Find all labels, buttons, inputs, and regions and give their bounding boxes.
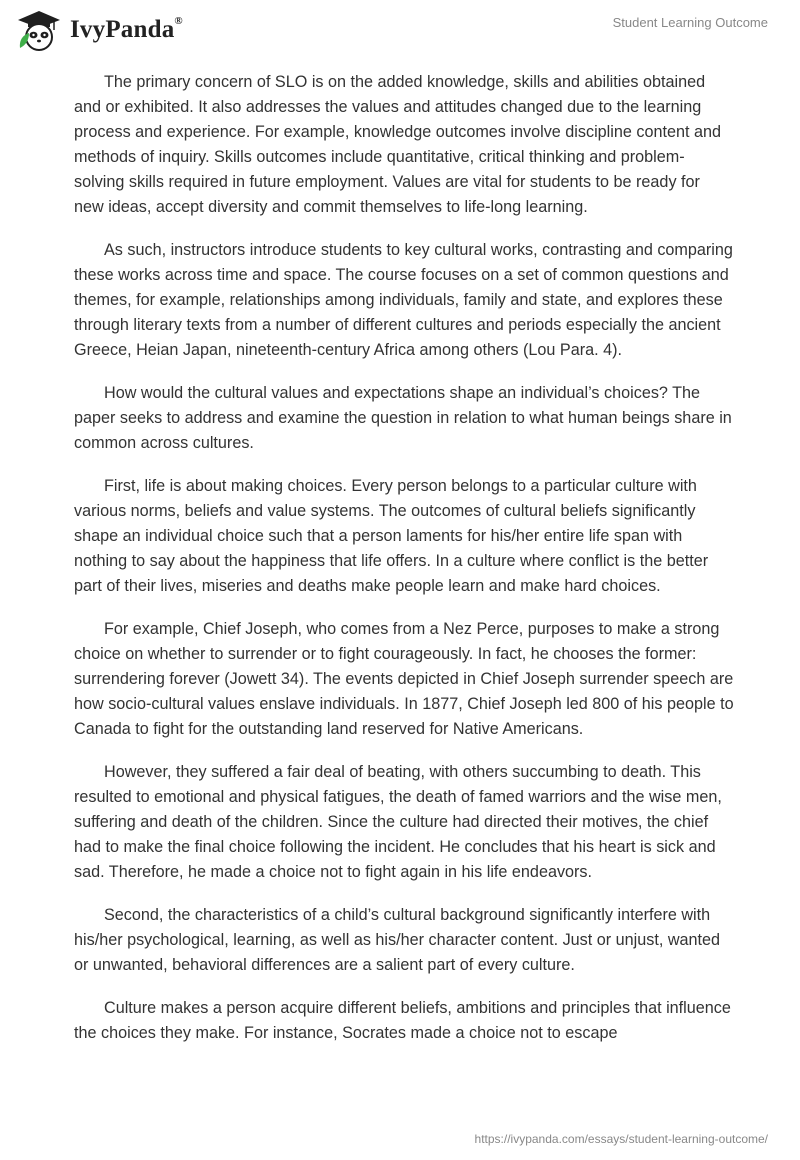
paragraph-3: How would the cultural values and expectations shape an individual’s choices? The paper seeks to address and examine the question in relation to what human beings share in common across cultures. [74, 384, 732, 452]
source-url[interactable]: https://ivypanda.com/essays/student-learning-outcome/ [474, 1132, 768, 1146]
paragraph-6: However, they suffered a fair deal of beating, with others succumbing to death. This resulted to emotional and physical fatigues, the death of famed warriors and the wise men, suffering and death of the children. Since the culture had directed their motives, the chief had to make the final choice following the incident. He concludes that his heart is sick and sad. Therefore, he made a choice not to fight again in his life endeavors. [74, 763, 722, 881]
essay-body [74, 70, 734, 1064]
paragraph-7: Second, the characteristics of a child’s cultural background significantly interfere with his/her psychological, learning, as well as his/her character content. Just or unjust, wanted or unwanted, behavioral differences are a salient part of every culture. [74, 906, 721, 974]
panda-graduate-icon [14, 8, 64, 52]
brand-name: IvyPanda® [70, 14, 183, 43]
paragraph-2: As such, instructors introduce students to key cultural works, contrasting and comparing these works across time and space. The course focuses on a set of common questions and themes, for example, relationships among individuals, family and state, and explores these through literary texts from a number of different cultures and periods especially the ancient Greece, Heian Japan, nineteenth-century Africa among others (Lou Para. 4). [74, 241, 733, 359]
paragraph-8: Culture makes a person acquire different beliefs, ambitions and principles that influence the choices they make. For instance, Socrates made a choice not to escape [74, 999, 731, 1042]
registered-mark: ® [174, 14, 183, 27]
document-title: Student Learning Outcome [612, 15, 768, 30]
page-header [0, 0, 800, 60]
paragraph-1: The primary concern of SLO is on the added knowledge, skills and abilities obtained and or exhibited. It also addresses the values and attitudes changed due to the learning process and experience. For example, knowledge outcomes involve discipline content and methods of inquiry. Skills outcomes include quantitative, critical thinking and problem-solving skills required in future employment. Values are vital for students to be ready for new ideas, accept diversity and commit themselves to life-long learning. [74, 73, 721, 216]
paragraph-4: First, life is about making choices. Every person belongs to a particular culture with various norms, beliefs and value systems. The outcomes of cultural beliefs significantly shape an individual choice such that a person laments for his/her entire life span with nothing to say about the happiness that life offers. In a culture where conflict is the better part of their lives, miseries and deaths make people learn and make hard choices. [74, 477, 709, 595]
ivypanda-logo[interactable] [14, 8, 183, 52]
paragraph-5: For example, Chief Joseph, who comes from a Nez Perce, purposes to make a strong choice on whether to surrender or to fight courageously. In fact, he chooses the former: surrendering forever (Jowett 34). The events depicted in Chief Joseph surrender speech are how socio-cultural values enslave individuals. In 1877, Chief Joseph led 800 of his people to Canada to fight for the outstanding land reserved for Native Americans. [74, 620, 734, 738]
